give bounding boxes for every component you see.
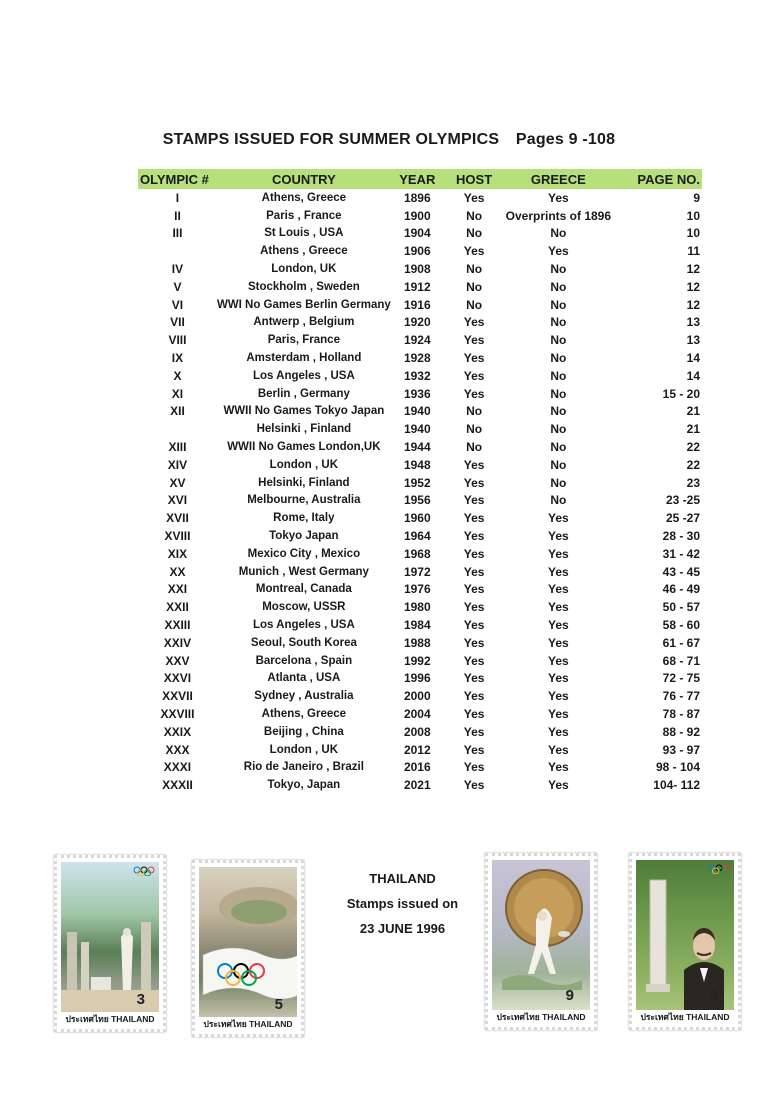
country-cell: Munich , West Germany (238, 565, 369, 578)
greece-cell: Yes (548, 546, 569, 561)
greece-cell: Yes (548, 760, 569, 775)
discus-coin-illustration (492, 860, 590, 1010)
page-number-cell: 22 (686, 440, 700, 455)
olympic-number-cell: XIV (167, 457, 188, 472)
host-cell: Yes (463, 511, 485, 526)
year-cell: 1924 (403, 333, 431, 348)
page-number-cell: 21 (686, 422, 700, 437)
stamp-portrait (629, 853, 741, 1030)
host-cell: Yes (463, 190, 485, 205)
country-cell: Montreal, Canada (255, 583, 352, 596)
host-cell: Yes (463, 724, 485, 739)
header-greece: GREECE (530, 171, 586, 187)
olympic-number-cell: VI (171, 297, 184, 312)
country-cell: Los Angeles , USA (252, 619, 355, 632)
year-cell: 1936 (403, 386, 431, 401)
year-cell: 1996 (403, 671, 431, 686)
olympic-number-cell: XVI (167, 493, 188, 508)
greece-cell: No (550, 457, 567, 472)
olympic-number-cell: I (175, 190, 180, 205)
country-cell: Melbourne, Australia (247, 494, 361, 507)
host-cell: Yes (463, 546, 485, 561)
olympic-number-cell: XX (169, 564, 186, 579)
olympic-number-cell: XV (169, 475, 186, 490)
country-cell: Barcelona , Spain (255, 654, 353, 667)
stamp-discus-thrower (485, 853, 597, 1030)
olympic-number-cell: X (173, 368, 182, 383)
table-row (138, 367, 702, 385)
table-row (138, 207, 702, 225)
host-cell: Yes (463, 333, 485, 348)
page-number-cell: 9 (693, 190, 700, 205)
host-cell: Yes (463, 386, 485, 401)
greece-cell: Yes (548, 190, 569, 205)
page-number-cell: 21 (686, 404, 700, 419)
greece-cell: No (550, 315, 567, 330)
year-cell: 1980 (403, 600, 431, 615)
table-row (138, 598, 702, 616)
host-cell: Yes (463, 635, 485, 650)
year-cell: 1908 (403, 262, 431, 277)
page-number-cell: 13 (686, 333, 700, 348)
page-number-cell: 104- 112 (653, 778, 700, 793)
host-cell: No (466, 279, 483, 294)
olympic-number-cell (138, 420, 217, 438)
page-number-cell: 98 - 104 (655, 760, 700, 775)
country-cell: Athens, Greece (261, 708, 347, 720)
table-row (138, 545, 702, 563)
year-cell: 2021 (403, 778, 431, 793)
country-cell: Berlin , Germany (257, 387, 350, 400)
country-cell: Moscow, USSR (262, 601, 346, 614)
year-cell: 1920 (403, 315, 431, 330)
year-cell: 1900 (403, 208, 431, 223)
country-cell: Athens , Greece (260, 245, 348, 258)
country-cell: Paris , France (266, 209, 342, 222)
table-body (138, 189, 702, 794)
page-title (0, 131, 778, 149)
year-cell: 1944 (403, 440, 431, 455)
year-cell: 2008 (403, 724, 431, 739)
host-cell: No (466, 440, 483, 455)
country-cell: Tokyo, Japan (267, 779, 341, 792)
stamp-caption: ประเทศไทย THAILAND (496, 1012, 586, 1022)
page-number-cell: 68 - 71 (662, 653, 700, 668)
page-number-cell: 28 - 30 (662, 529, 700, 544)
olympic-number-cell: XXIV (163, 635, 192, 650)
stadium-flag-illustration (199, 867, 297, 1017)
greece-cell: Yes (548, 564, 569, 579)
year-cell: 2012 (403, 742, 431, 757)
country-cell: Paris, France (267, 334, 340, 347)
greece-cell: Yes (548, 742, 569, 757)
header-year: YEAR (399, 171, 436, 187)
country-cell: London , UK (269, 743, 339, 756)
greece-cell: No (550, 386, 567, 401)
country-cell: London, UK (271, 263, 337, 276)
greece-cell: No (550, 226, 567, 241)
torch-scene-illustration (61, 862, 159, 1012)
greece-cell: Yes (548, 671, 569, 686)
greece-cell: No (550, 262, 567, 277)
host-cell: Yes (463, 315, 485, 330)
thailand-country: THAILAND (369, 871, 436, 886)
table-row (138, 385, 702, 403)
greece-cell: No (550, 279, 567, 294)
host-cell: Yes (463, 671, 485, 686)
year-cell: 1940 (403, 404, 431, 419)
title-main: STAMPS ISSUED FOR SUMMER OLYMPICS (162, 131, 500, 148)
year-cell: 1896 (403, 190, 431, 205)
table-row (138, 260, 702, 278)
host-cell: Yes (463, 689, 485, 704)
year-cell: 1956 (403, 493, 431, 508)
table-row (138, 456, 702, 474)
stamp-caption: ประเทศไทย THAILAND (640, 1012, 730, 1022)
olympic-number-cell: IX (171, 351, 184, 366)
olympic-rings-icon (708, 864, 730, 874)
host-cell: Yes (463, 529, 485, 544)
stamp-art-discus (492, 860, 590, 1010)
host-cell: Yes (463, 564, 485, 579)
year-cell: 2000 (403, 689, 431, 704)
greece-cell: No (550, 422, 567, 437)
table-row (138, 349, 702, 367)
table-row (138, 474, 702, 492)
greece-cell: Yes (548, 244, 569, 259)
greece-cell: Yes (548, 582, 569, 597)
page-number-cell: 14 (686, 368, 700, 383)
table-row (138, 776, 702, 794)
table-row (138, 705, 702, 723)
header-page-no: PAGE NO. (637, 171, 700, 187)
stamp-art-torch (61, 862, 159, 1012)
table-row (138, 527, 702, 545)
year-cell: 1916 (403, 297, 431, 312)
title-pages: Pages 9 -108 (515, 131, 616, 148)
page-number-cell: 88 - 92 (662, 724, 700, 739)
table-row (138, 741, 702, 759)
host-cell: Yes (463, 493, 485, 508)
olympic-number-cell: IV (171, 262, 184, 277)
page-number-cell: 58 - 60 (662, 618, 700, 633)
country-cell: WWI No Games Berlin Germany (216, 298, 391, 311)
page-number-cell: 43 - 45 (662, 564, 700, 579)
page-number-cell: 12 (686, 279, 700, 294)
stamp-art-flag (199, 867, 297, 1017)
greece-cell: Overprints of 1896 (505, 208, 612, 223)
page-number-cell: 23 -25 (665, 493, 700, 508)
olympic-number-cell: XVIII (164, 529, 191, 544)
page-number-cell: 50 - 57 (662, 600, 700, 615)
olympic-number-cell: XXVII (162, 689, 193, 704)
table-row (138, 242, 702, 260)
table-row (138, 563, 702, 581)
greece-cell: No (550, 297, 567, 312)
stamp-denomination: 9 (565, 987, 574, 1004)
olympic-number-cell: XXI (167, 582, 188, 597)
table-row (138, 616, 702, 634)
greece-cell: No (550, 333, 567, 348)
greece-cell: Yes (548, 529, 569, 544)
table-row (138, 225, 702, 243)
table-row (138, 420, 702, 438)
page-number-cell: 25 -27 (665, 511, 700, 526)
olympic-number-cell: XXIII (164, 618, 191, 633)
year-cell: 1984 (403, 618, 431, 633)
greece-cell: Yes (548, 511, 569, 526)
greece-cell: No (550, 351, 567, 366)
stamp-caption: ประเทศไทย THAILAND (65, 1014, 155, 1024)
host-cell: Yes (463, 244, 485, 259)
stamp-denomination: 2 (709, 987, 718, 1004)
country-cell: Amsterdam , Holland (246, 352, 362, 365)
page-number-cell: 12 (686, 297, 700, 312)
page-number-cell: 31 - 42 (662, 546, 700, 561)
olympic-number-cell: XXIX (163, 724, 192, 739)
portrait-illustration (636, 860, 734, 1010)
country-cell: WWII No Games London,UK (227, 441, 381, 454)
host-cell: Yes (463, 351, 485, 366)
country-cell: Rome, Italy (273, 512, 335, 525)
host-cell: Yes (463, 368, 485, 383)
country-cell: Athens, Greece (261, 191, 347, 204)
host-cell: No (466, 262, 483, 277)
host-cell: Yes (463, 760, 485, 775)
table-row (138, 687, 702, 705)
greece-cell: Yes (548, 653, 569, 668)
country-cell: Los Angeles , USA (252, 369, 355, 382)
table-row (138, 634, 702, 652)
olympic-number-cell: XXVI (163, 671, 192, 686)
country-cell: London , UK (269, 458, 339, 471)
stamp-denomination: 5 (274, 996, 283, 1013)
year-cell: 1940 (403, 422, 431, 437)
host-cell: Yes (463, 475, 485, 490)
country-cell: Helsinki , Finland (256, 423, 352, 436)
greece-cell: Yes (548, 724, 569, 739)
host-cell: No (466, 226, 483, 241)
olympic-number-cell: V (173, 279, 182, 294)
greece-cell: Yes (548, 618, 569, 633)
year-cell: 1960 (403, 511, 431, 526)
host-cell: Yes (463, 778, 485, 793)
greece-cell: Yes (548, 600, 569, 615)
page-number-cell: 11 (687, 244, 700, 259)
page-number-cell: 61 - 67 (662, 635, 700, 650)
olympic-number-cell (138, 242, 217, 260)
year-cell: 1906 (403, 244, 431, 259)
host-cell: No (466, 297, 483, 312)
thailand-issue-date: 23 JUNE 1996 (359, 921, 446, 936)
olympic-rings-icon (133, 866, 155, 876)
table-row (138, 723, 702, 741)
header-host: HOST (456, 171, 493, 187)
greece-cell: Yes (548, 778, 569, 793)
olympic-number-cell: II (174, 208, 181, 223)
page-number-cell: 10 (686, 226, 700, 241)
country-cell: Antwerp , Belgium (253, 316, 355, 329)
host-cell: No (466, 404, 483, 419)
olympic-number-cell: XXXII (162, 778, 193, 793)
year-cell: 1904 (403, 226, 431, 241)
olympic-number-cell: XXXI (163, 760, 192, 775)
greece-cell: Yes (548, 689, 569, 704)
host-cell: Yes (463, 600, 485, 615)
country-cell: St Louis , USA (264, 227, 344, 240)
olympic-number-cell: XXII (166, 600, 189, 615)
host-cell: Yes (463, 582, 485, 597)
olympic-number-cell: XVII (166, 511, 189, 526)
table-row (138, 314, 702, 332)
greece-cell: No (550, 493, 567, 508)
page-number-cell: 22 (686, 457, 700, 472)
year-cell: 2016 (403, 760, 431, 775)
table-row (138, 403, 702, 421)
table-row (138, 331, 702, 349)
greece-cell: No (550, 404, 567, 419)
olympic-number-cell: XXVIII (160, 707, 195, 721)
year-cell: 1912 (403, 279, 431, 294)
page-number-cell: 23 (686, 475, 700, 490)
olympic-number-cell: XII (170, 404, 185, 419)
greece-cell: No (550, 440, 567, 455)
greece-cell: No (550, 475, 567, 490)
stamp-torch-lighting (54, 855, 166, 1032)
stamp-caption: ประเทศไทย THAILAND (203, 1019, 293, 1029)
year-cell: 1964 (403, 529, 431, 544)
olympic-number-cell: XIX (167, 546, 188, 561)
olympic-number-cell: VII (170, 315, 185, 330)
host-cell: Yes (463, 742, 485, 757)
table-header-row (138, 169, 702, 189)
olympic-number-cell: XIII (168, 440, 187, 455)
page-number-cell: 76 - 77 (662, 689, 700, 704)
thailand-note (330, 866, 475, 941)
host-cell: Yes (463, 653, 485, 668)
country-cell: Beijing , China (263, 725, 344, 738)
olympics-table (138, 169, 702, 794)
greece-cell: Yes (548, 707, 569, 721)
year-cell: 1976 (403, 582, 431, 597)
table-row (138, 759, 702, 777)
year-cell: 1992 (403, 653, 431, 668)
stamp-art-portrait (636, 860, 734, 1010)
olympic-number-cell: XI (171, 386, 184, 401)
page-number-cell: 14 (686, 351, 700, 366)
greece-cell: Yes (548, 635, 569, 650)
greece-cell: No (550, 368, 567, 383)
table-row (138, 581, 702, 599)
table-row (138, 492, 702, 510)
year-cell: 2004 (403, 707, 431, 721)
table-row (138, 278, 702, 296)
table-row (138, 189, 702, 207)
country-cell: Tokyo Japan (269, 530, 339, 543)
country-cell: Stockholm , Sweden (247, 280, 360, 293)
year-cell: 1968 (403, 546, 431, 561)
host-cell: No (466, 208, 483, 223)
host-cell: Yes (463, 457, 485, 472)
page-number-cell: 15 - 20 (662, 386, 700, 401)
page-number-cell: 72 - 75 (662, 671, 700, 686)
table-row (138, 652, 702, 670)
olympic-number-cell: III (172, 226, 183, 241)
page-number-cell: 93 - 97 (662, 742, 700, 757)
page-number-cell: 10 (686, 208, 700, 223)
host-cell: Yes (463, 618, 485, 633)
page-number-cell: 13 (686, 315, 700, 330)
table-row (138, 509, 702, 527)
thailand-issued-line: Stamps issued on (346, 896, 459, 911)
year-cell: 1972 (403, 564, 431, 579)
country-cell: Rio de Janeiro , Brazil (243, 761, 364, 774)
stamp-denomination: 3 (136, 991, 145, 1008)
header-country: COUNTRY (271, 171, 336, 187)
page-number-cell: 12 (686, 262, 700, 277)
country-cell: Mexico City , Mexico (247, 547, 361, 560)
country-cell: Helsinki, Finland (258, 476, 350, 489)
table-row (138, 296, 702, 314)
country-cell: Atlanta , USA (267, 672, 341, 685)
page-number-cell: 46 - 49 (662, 582, 700, 597)
stamp-olympic-flag (192, 860, 304, 1037)
header-olympic-number: OLYMPIC # (140, 171, 209, 187)
host-cell: No (466, 422, 483, 437)
host-cell: Yes (463, 707, 485, 721)
olympic-number-cell: XXV (165, 653, 190, 668)
year-cell: 1932 (403, 368, 431, 383)
year-cell: 1952 (403, 475, 431, 490)
year-cell: 1988 (403, 635, 431, 650)
year-cell: 1948 (403, 457, 431, 472)
country-cell: Seoul, South Korea (250, 636, 357, 649)
country-cell: WWII No Games Tokyo Japan (223, 405, 385, 418)
olympic-number-cell: XXX (165, 742, 190, 757)
table-row (138, 438, 702, 456)
country-cell: Sydney , Australia (254, 690, 354, 703)
olympic-number-cell: VIII (168, 333, 187, 348)
year-cell: 1928 (403, 351, 431, 366)
table-row (138, 670, 702, 688)
page-number-cell: 78 - 87 (662, 707, 700, 721)
